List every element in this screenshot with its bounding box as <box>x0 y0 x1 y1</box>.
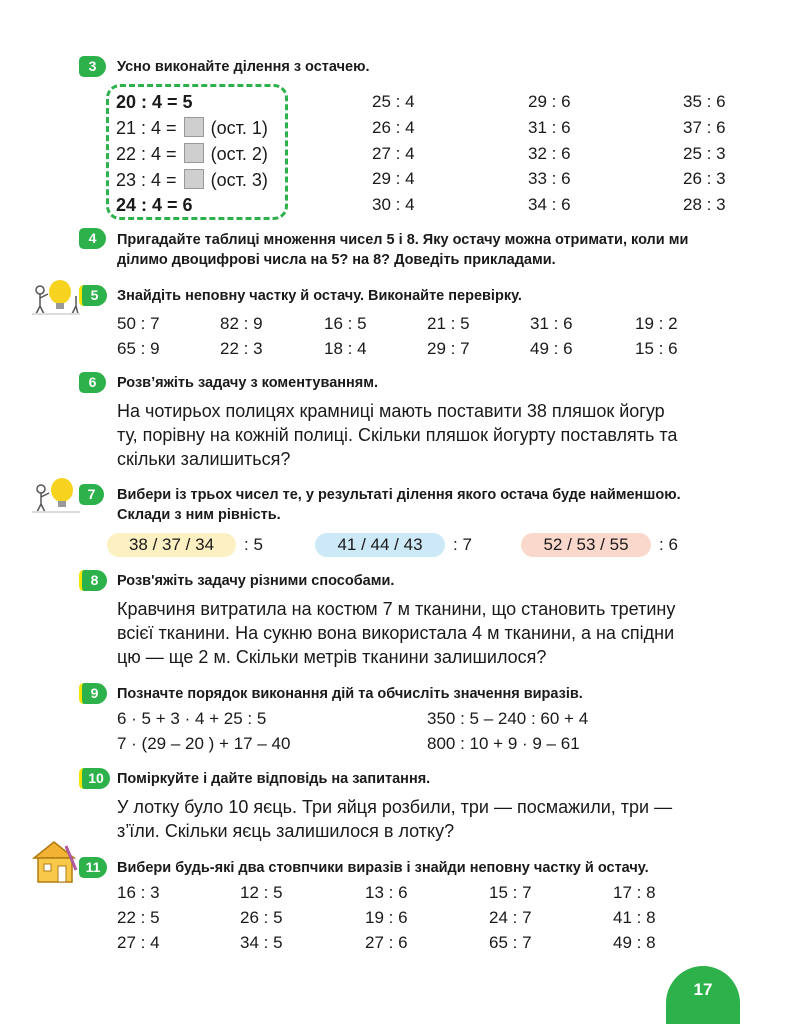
problem-text-line: всієї тканини. На сукню вона використала 4 м тканини, а на спідни <box>117 623 675 643</box>
number-group-2: 41 / 44 / 43 <box>315 533 445 557</box>
expression: 30 : 4 <box>372 195 415 214</box>
task-7-instruction-line-1: Вибери із трьох чисел те, у результаті ділення якого остача буде найменшою. <box>117 487 681 503</box>
divisor: : 6 <box>659 535 678 554</box>
expression: 82 : 9 <box>220 314 263 333</box>
expression: 29 : 7 <box>427 339 470 358</box>
expression: 17 : 8 <box>613 883 656 902</box>
expression: 19 : 6 <box>365 908 408 927</box>
expression: 27 : 4 <box>372 144 415 163</box>
example-line-1: 20 : 4 = 5 <box>116 92 193 112</box>
expression: 49 : 6 <box>530 339 573 358</box>
problem-text-line: цю — ще 2 м. Скільки метрів тканини залишилося? <box>117 647 547 667</box>
expression: 41 : 8 <box>613 908 656 927</box>
task-8-badge: 8 <box>79 570 107 591</box>
problem-text-line: На чотирьох полицях крамниці мають поставити 38 пляшок йогур <box>117 401 665 421</box>
expression: 26 : 4 <box>372 118 415 137</box>
task-3-badge: 3 <box>79 56 106 77</box>
expression: 24 : 7 <box>489 908 532 927</box>
expression: 15 : 7 <box>489 883 532 902</box>
expression: 22 : 5 <box>117 908 160 927</box>
task-8-instruction: Розв'яжіть задачу різними способами. <box>117 573 395 589</box>
problem-text-line: ту, порівну на кожній полиці. Скільки пляшок йогурту поставлять та <box>117 425 678 445</box>
task-9-instruction: Позначте порядок виконання дій та обчисліть значення виразів. <box>117 686 583 702</box>
example-line-4: 23 : 4 = (ост. 3) <box>116 170 268 190</box>
problem-text-line: з’їли. Скільки яєць залишилося в лотку? <box>117 821 455 841</box>
divisor: : 5 <box>244 535 263 554</box>
example-line-5: 24 : 4 = 6 <box>116 195 193 215</box>
divisor: : 7 <box>453 535 472 554</box>
problem-text-line: У лотку було 10 яєць. Три яйця розбили, три — посмажили, три — <box>117 797 673 817</box>
expression: 22 : 3 <box>220 339 263 358</box>
example-line-2: 21 : 4 = (ост. 1) <box>116 118 268 138</box>
expression: 13 : 6 <box>365 883 408 902</box>
answer-blank[interactable] <box>184 169 204 189</box>
task-4-instruction-line-2: ділимо двоцифрові числа на 5? на 8? Доведіть прикладами. <box>117 252 556 268</box>
number-group-3: 52 / 53 / 55 <box>521 533 651 557</box>
lightbulb-thinking-icon <box>32 276 80 316</box>
expression: 31 : 6 <box>528 118 571 137</box>
expression: 25 : 4 <box>372 92 415 111</box>
task-9-badge: 9 <box>79 683 107 704</box>
expression: 27 : 4 <box>117 933 160 952</box>
expression: 15 : 6 <box>635 339 678 358</box>
task-6-badge: 6 <box>79 372 106 393</box>
expression: 7 · (29 – 20 ) + 17 – 40 <box>117 734 291 753</box>
expression: 21 : 5 <box>427 314 470 333</box>
expression: 34 : 5 <box>240 933 283 952</box>
lightbulb-thinking-icon <box>32 474 80 514</box>
task-6-instruction: Розв’яжіть задачу з коментуванням. <box>117 375 378 391</box>
page-number-tab <box>666 966 740 1024</box>
expression: 65 : 9 <box>117 339 160 358</box>
page-number: 17 <box>693 980 713 999</box>
expression: 29 : 4 <box>372 169 415 188</box>
expression: 65 : 7 <box>489 933 532 952</box>
expression: 25 : 3 <box>683 144 726 163</box>
expression: 16 : 3 <box>117 883 160 902</box>
task-5-badge: 5 <box>79 285 107 306</box>
example-line-3: 22 : 4 = (ост. 2) <box>116 144 268 164</box>
task-4-badge: 4 <box>79 228 106 249</box>
expression: 6 · 5 + 3 · 4 + 25 : 5 <box>117 709 267 728</box>
task-3-instruction: Усно виконайте ділення з остачею. <box>117 59 370 75</box>
task-4-instruction-line-1: Пригадайте таблиці множення чисел 5 і 8. Яку остачу можна отримати, коли ми <box>117 232 689 248</box>
home-task-icon <box>32 838 80 884</box>
expression: 26 : 5 <box>240 908 283 927</box>
expression: 35 : 6 <box>683 92 726 111</box>
task-11-badge: 11 <box>79 857 107 878</box>
expression: 350 : 5 – 240 : 60 + 4 <box>427 709 589 728</box>
task-10-instruction: Поміркуйте і дайте відповідь на запитання. <box>117 771 431 787</box>
expression: 27 : 6 <box>365 933 408 952</box>
expression: 49 : 8 <box>613 933 656 952</box>
expression: 29 : 6 <box>528 92 571 111</box>
task-11-instruction: Вибери будь-які два стовпчики виразів і знайди неповну частку й остачу. <box>117 860 649 876</box>
expression: 26 : 3 <box>683 169 726 188</box>
expression: 31 : 6 <box>530 314 573 333</box>
expression: 12 : 5 <box>240 883 283 902</box>
expression: 800 : 10 + 9 · 9 – 61 <box>427 734 580 753</box>
answer-blank[interactable] <box>184 117 204 137</box>
problem-text-line: скільки залишиться? <box>117 449 291 469</box>
task-7-instruction-line-2: Склади з ним рівність. <box>117 507 281 523</box>
expression: 32 : 6 <box>528 144 571 163</box>
expression: 19 : 2 <box>635 314 678 333</box>
expression: 37 : 6 <box>683 118 726 137</box>
expression: 50 : 7 <box>117 314 160 333</box>
expression: 34 : 6 <box>528 195 571 214</box>
task-5-instruction: Знайдіть неповну частку й остачу. Виконайте перевірку. <box>117 288 522 304</box>
problem-text-line: Кравчиня витратила на костюм 7 м тканини, що становить третину <box>117 599 676 619</box>
expression: 28 : 3 <box>683 195 726 214</box>
expression: 33 : 6 <box>528 169 571 188</box>
task-7-badge: 7 <box>79 484 104 505</box>
answer-blank[interactable] <box>184 143 204 163</box>
expression: 18 : 4 <box>324 339 367 358</box>
expression: 16 : 5 <box>324 314 367 333</box>
number-group-1: 38 / 37 / 34 <box>107 533 236 557</box>
task-10-badge: 10 <box>79 768 110 789</box>
